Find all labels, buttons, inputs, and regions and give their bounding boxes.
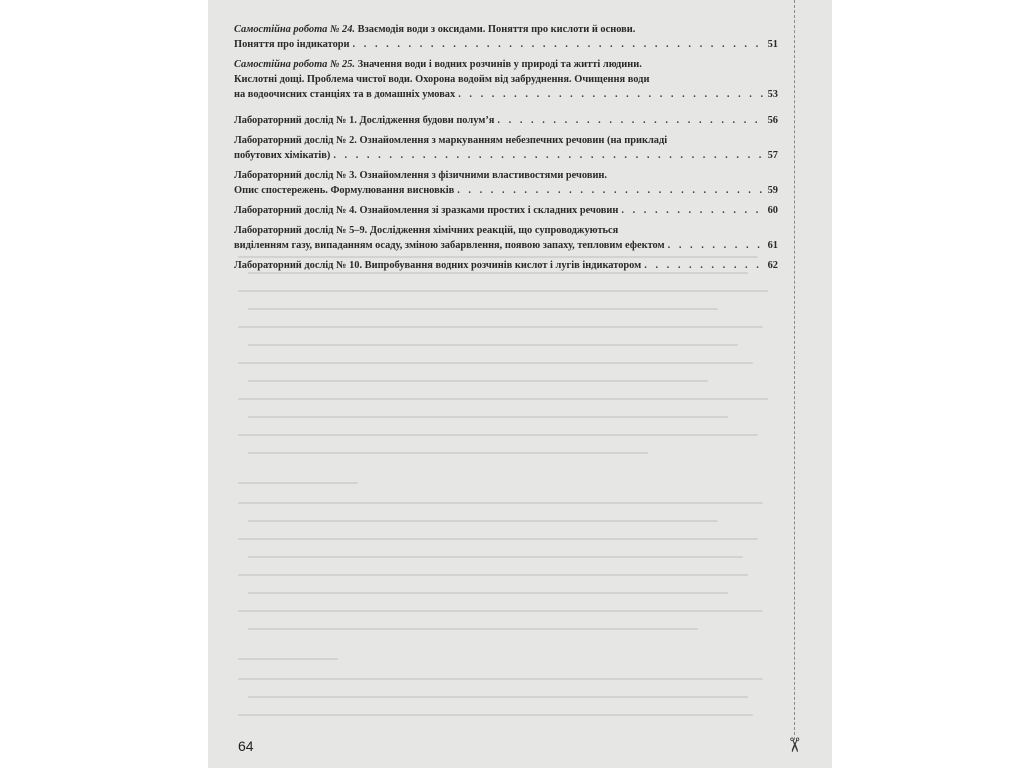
dot-leader: [644, 258, 764, 273]
toc-entry: [234, 168, 778, 198]
toc-page-number: 57: [767, 150, 778, 161]
toc-entry: [234, 57, 778, 102]
toc-entry: [234, 113, 778, 128]
toc-entry: [234, 203, 778, 218]
toc-entry-line: [234, 223, 778, 238]
toc-entry-text: Лабораторний дослід № 3. Ознайомлення з фізичними властивостями речовин.: [234, 170, 608, 181]
toc-entry-text: Лабораторний дослід № 5–9. Дослідження хімічних реакцій, що супроводжуються: [234, 225, 619, 236]
toc-entry-last-line: [234, 258, 778, 273]
toc-entry-text: Кислотні дощі. Проблема чистої води. Охорона водойм від забруднення. Очищення води: [234, 74, 650, 85]
toc-entry-last-line: [234, 113, 778, 128]
dot-leader: [621, 203, 764, 218]
toc-entry-prefix: Самостійна робота № 24.: [234, 24, 356, 35]
toc-entry-line: [234, 57, 778, 72]
toc-entry-title: виділенням газу, випаданням осаду, зміною забарвлення, появою запаху, тепловим ефектом: [234, 240, 665, 251]
toc-entry-line: [234, 72, 778, 87]
toc-entry-title: Лабораторний дослід № 10. Випробування водних розчинів кислот і лугів індикатором: [234, 260, 642, 271]
toc-page-number: 59: [767, 185, 778, 196]
toc-entry-text: Взаємодія води з оксидами. Поняття про кислоти й основи.: [357, 24, 636, 35]
toc-entry-title: Лабораторний дослід № 4. Ознайомлення зі зразками простих і складних речовин: [234, 205, 619, 216]
toc-entry-last-line: [234, 148, 778, 163]
toc-entry-last-line: [234, 203, 778, 218]
dot-leader: [353, 37, 765, 52]
toc-page-number: 51: [767, 39, 778, 50]
toc-entry-title: Поняття про індикатори: [234, 39, 350, 50]
toc-entry-last-line: [234, 183, 778, 198]
toc-entry-title: Лабораторний дослід № 1. Дослідження будови полум’я: [234, 115, 495, 126]
dot-leader: [668, 238, 765, 253]
toc-entry: [234, 22, 778, 52]
book-page: [208, 0, 832, 768]
toc-page-number: 53: [767, 89, 778, 100]
toc-page-number: 60: [767, 205, 778, 216]
toc-entry-text: Значення води і водних розчинів у природі та житті людини.: [357, 59, 642, 70]
table-of-contents: [234, 22, 778, 278]
toc-entry-title: Опис спостережень. Формулювання висновків: [234, 185, 455, 196]
dot-leader: [457, 183, 764, 198]
toc-page-number: 61: [767, 240, 778, 251]
toc-page-number: 56: [767, 115, 778, 126]
toc-entry: [234, 258, 778, 273]
toc-page-number: 62: [767, 260, 778, 271]
dot-leader: [458, 87, 764, 102]
toc-entry-line: [234, 133, 778, 148]
toc-entry-line: [234, 168, 778, 183]
toc-entry: [234, 223, 778, 253]
toc-entry: [234, 133, 778, 163]
toc-entry-line: [234, 22, 778, 37]
toc-entry-title: побутових хімікатів): [234, 150, 331, 161]
scissors-icon: ✂: [782, 736, 807, 754]
toc-entry-prefix: Самостійна робота № 25.: [234, 59, 356, 70]
reverse-side-ghosting: [238, 250, 778, 730]
toc-entry-last-line: [234, 87, 778, 102]
cut-line: [794, 0, 795, 740]
toc-entry-last-line: [234, 37, 778, 52]
dot-leader: [497, 113, 764, 128]
toc-entry-title: на водоочисних станціях та в домашніх умовах: [234, 89, 456, 100]
toc-entry-text: Лабораторний дослід № 2. Ознайомлення з маркуванням небезпечних речовин (на прикладі: [234, 135, 668, 146]
page-number: 64: [238, 738, 254, 754]
toc-entry-last-line: [234, 238, 778, 253]
dot-leader: [333, 148, 764, 163]
